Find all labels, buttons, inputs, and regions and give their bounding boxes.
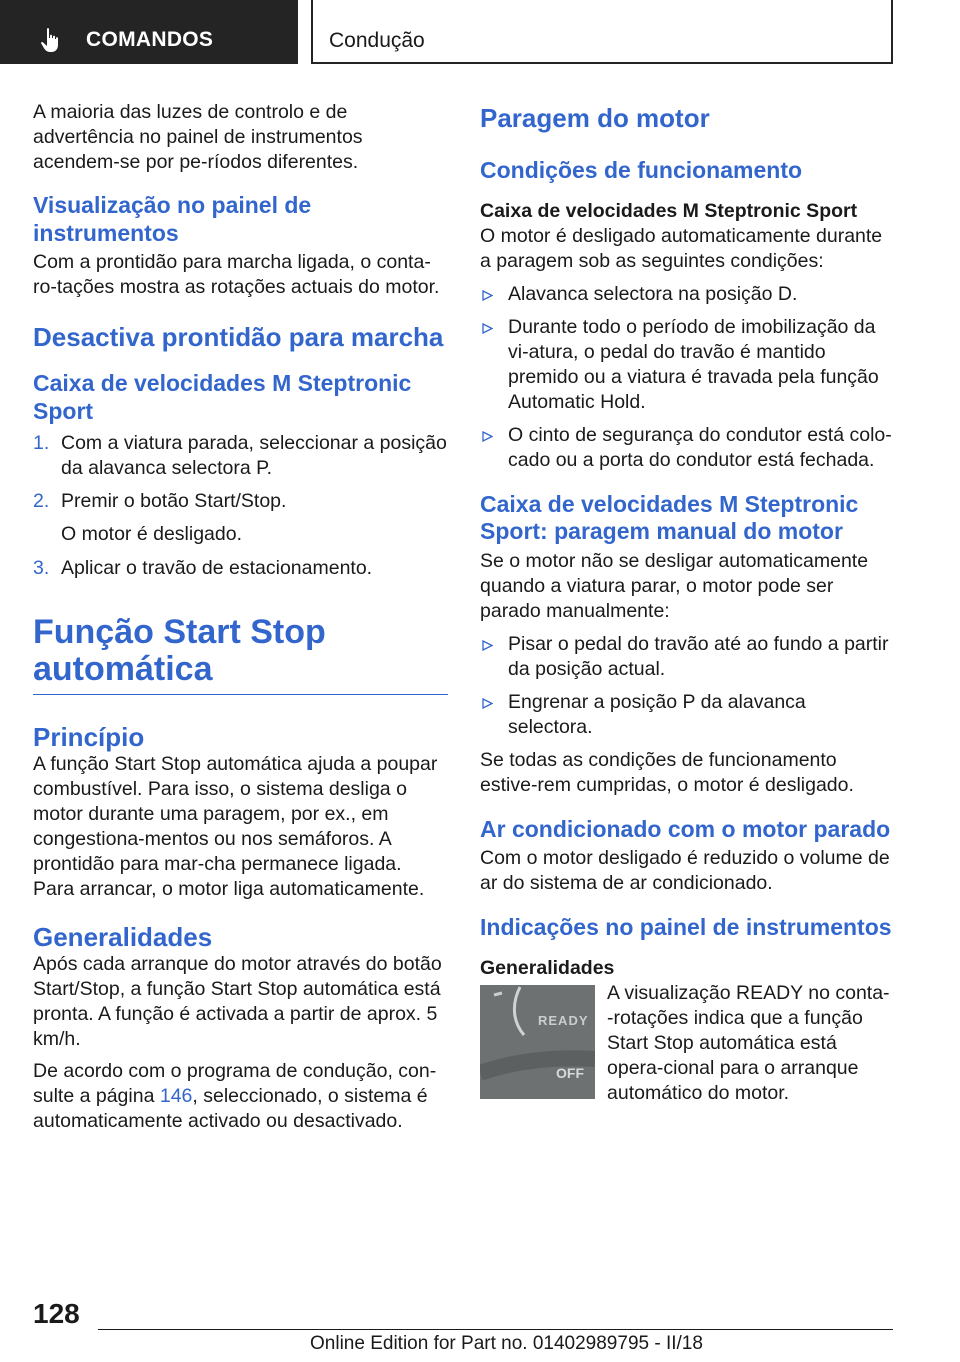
conditions-list <box>480 282 895 473</box>
heading-indications: Indicações no painel de instrumentos <box>480 914 892 940</box>
list-item <box>480 315 895 415</box>
ready-figure <box>480 981 895 1106</box>
triangle-bullet-icon <box>482 323 493 334</box>
general-paragraph-1: Após cada arranque do motor através do botão Start/Stop, a função Start Stop automática está pronta. A função é activada a partir de aprox. 5 km/h. <box>33 953 442 1050</box>
edition-note: Online Edition for Part no. 01402989795 - II/18 <box>310 1333 703 1354</box>
heading-display-instruments: Visualização no painel de instrumentos <box>33 192 312 246</box>
off-indicator: OFF <box>556 1064 584 1081</box>
manual-steps-list <box>480 632 895 740</box>
intro-paragraph: A maioria das luzes de controlo e de advertência no painel de instrumentos acendem-se por pe-ríodos diferentes. <box>33 101 363 173</box>
manual-step-text: Engrenar a posição P da alavanca selectora. <box>508 690 806 738</box>
deactivate-steps-list <box>33 431 448 581</box>
condition-text: O cinto de segurança do condutor está colo-cado ou a porta do condutor está fechada. <box>508 423 892 471</box>
page-header <box>0 0 960 66</box>
manual-paragraph: Se o motor não se desligar automaticamente quando a viatura parar, o motor pode ser parado manualmente: <box>480 549 869 622</box>
ready-paragraph: A visualização READY no conta--rotações indica que a função Start Stop automática está opera-cional para o arranque automático do motor. <box>607 981 890 1104</box>
heading-conditions: Condições de funcionamento <box>480 157 803 183</box>
heading-gearbox-bold: Caixa de velocidades M Steptronic Sport <box>480 199 858 222</box>
heading-deactivate-readiness: Desactiva prontidão para marcha <box>33 322 444 352</box>
heading-engine-stop: Paragem do motor <box>480 103 710 133</box>
step-text: Aplicar o travão de estacionamento. <box>61 557 373 579</box>
general-text-a: De acordo com o programa de condução, con-sulte a página <box>33 1060 437 1107</box>
general-paragraph-2 <box>33 1059 448 1134</box>
manual-step-text: Pisar o pedal do travão até ao fundo a partir da posição actual. <box>508 632 889 680</box>
step-number: 3. <box>33 557 50 579</box>
heading-general: Generalidades <box>33 922 213 952</box>
list-item <box>480 282 895 307</box>
list-item <box>33 489 448 547</box>
ready-indicator: READY <box>538 1012 589 1028</box>
tachometer-needle-icon <box>480 985 595 1099</box>
list-item <box>480 423 895 473</box>
triangle-bullet-icon <box>482 698 493 709</box>
triangle-bullet-icon <box>482 640 493 651</box>
hand-pointer-icon <box>40 27 64 53</box>
section-tab-label: Condução <box>329 29 425 52</box>
chapter-tab-label: COMANDOS <box>86 28 214 51</box>
chapter-title: Função Start Stop automática <box>33 614 448 695</box>
list-item <box>33 556 448 581</box>
step-text: Premir o botão Start/Stop. <box>61 490 287 512</box>
left-column <box>33 100 448 1134</box>
step-result: O motor é desligado. <box>61 523 243 545</box>
condition-text: Alavanca selectora na posição D. <box>508 282 798 305</box>
right-column <box>480 103 895 1106</box>
manual-result-paragraph: Se todas as condições de funcionamento estive-rem cumpridas, o motor é desligado. <box>480 748 854 796</box>
display-paragraph: Com a prontidão para marcha ligada, o conta-ro-tações mostra as rotações actuais do motor. <box>33 251 440 298</box>
list-item <box>33 431 448 481</box>
heading-manual-stop: Caixa de velocidades M Steptronic Sport: paragem manual do motor <box>480 490 859 544</box>
ac-paragraph: Com o motor desligado é reduzido o volume de ar do sistema de ar condicionado. <box>480 847 890 894</box>
heading-gearbox-steptronic: Caixa de velocidades M Steptronic Sport <box>33 370 412 424</box>
step-text: Com a viatura parada, seleccionar a posição da alavanca selectora P. <box>61 432 447 479</box>
footer-divider <box>98 1329 893 1330</box>
heading-general-bold: Generalidades <box>480 956 615 979</box>
instrument-cluster-image <box>480 985 595 1099</box>
page-number: 128 <box>33 1298 80 1329</box>
general-text-b: , seleccionado, o sistema é automaticamente activado ou desactivado. <box>33 1085 428 1132</box>
list-item <box>480 690 895 740</box>
chapter-tab-comandos[interactable] <box>0 0 298 64</box>
section-tab-conducao[interactable] <box>311 0 893 64</box>
step-number: 2. <box>33 490 50 512</box>
list-item <box>480 632 895 682</box>
heading-principle: Princípio <box>33 722 145 752</box>
page-146-link[interactable]: 146 <box>159 1085 193 1107</box>
condition-text: Durante todo o período de imobilização da vi-atura, o pedal do travão é mantido premido ou a viatura é travada pela função Automatic Hold. <box>508 315 879 413</box>
heading-ac: Ar condicionado com o motor parado <box>480 815 891 842</box>
triangle-bullet-icon <box>482 290 493 301</box>
principle-paragraph: A função Start Stop automática ajuda a poupar combustível. Para isso, o sistema desliga o motor durante uma paragem, por ex., em congestiona-mentos ou nos semáforos. A prontidão para mar-cha permanece ligada. Para arrancar, o motor liga automaticamente. <box>33 753 438 900</box>
triangle-bullet-icon <box>482 431 493 442</box>
conditions-paragraph: O motor é desligado automaticamente durante a paragem sob as seguintes condições: <box>480 224 883 272</box>
step-number: 1. <box>33 432 50 454</box>
